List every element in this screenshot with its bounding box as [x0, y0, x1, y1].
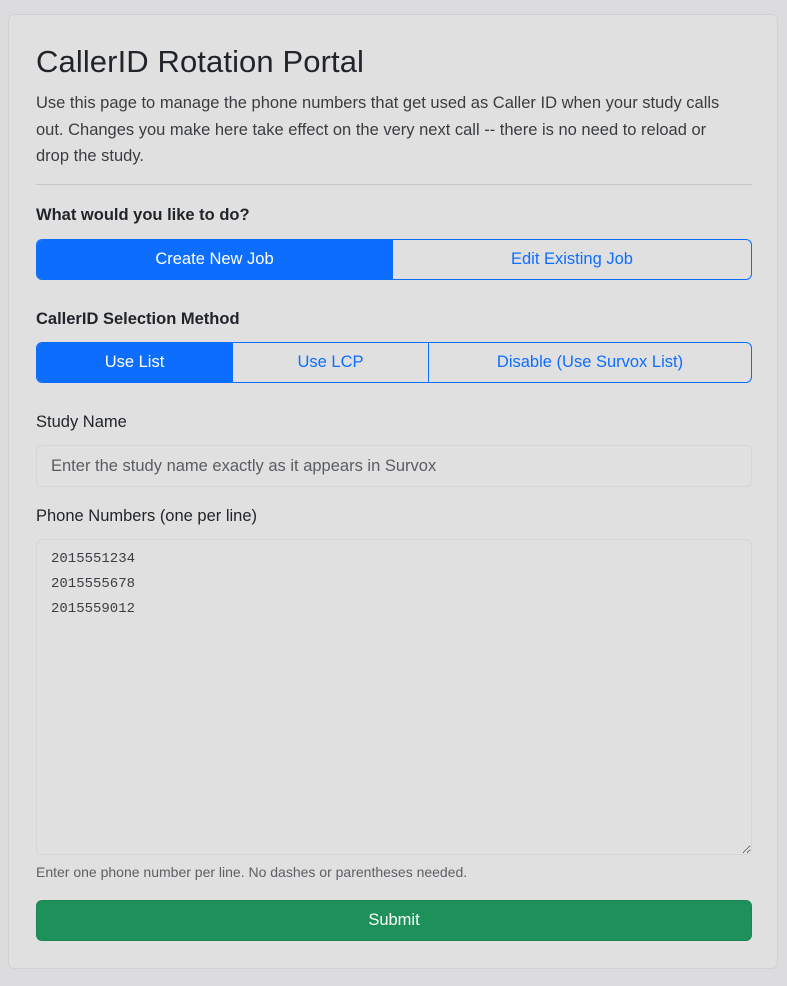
page-description: Use this page to manage the phone numbers that get used as Caller ID when your study calls out. Changes you make here take effect on the very next call -- there is no need to reload or drop the study. [36, 94, 720, 165]
submit-button[interactable]: Submit [36, 900, 752, 941]
use-list-button[interactable]: Use List [37, 343, 233, 382]
method-label: CallerID Selection Method [36, 310, 240, 328]
phone-numbers-help-text: Enter one phone number per line. No dashes or parentheses needed. [36, 864, 468, 880]
disable-survox-list-button[interactable]: Disable (Use Survox List) [496, 353, 684, 371]
divider [36, 184, 752, 185]
create-new-job-button[interactable]: Create New Job [37, 240, 393, 279]
action-label: What would you like to do? [36, 206, 250, 224]
action-button-group [36, 239, 752, 280]
page-title: CallerID Rotation Portal [36, 44, 365, 79]
method-button-group [36, 342, 752, 383]
use-lcp-button[interactable]: Use LCP [233, 343, 429, 382]
phone-numbers-textarea[interactable] [36, 539, 752, 855]
study-name-input[interactable] [36, 445, 752, 487]
portal-card [8, 14, 778, 969]
edit-existing-job-button[interactable]: Edit Existing Job [511, 250, 633, 268]
phone-numbers-label: Phone Numbers (one per line) [36, 507, 258, 525]
study-name-label: Study Name [36, 413, 127, 431]
